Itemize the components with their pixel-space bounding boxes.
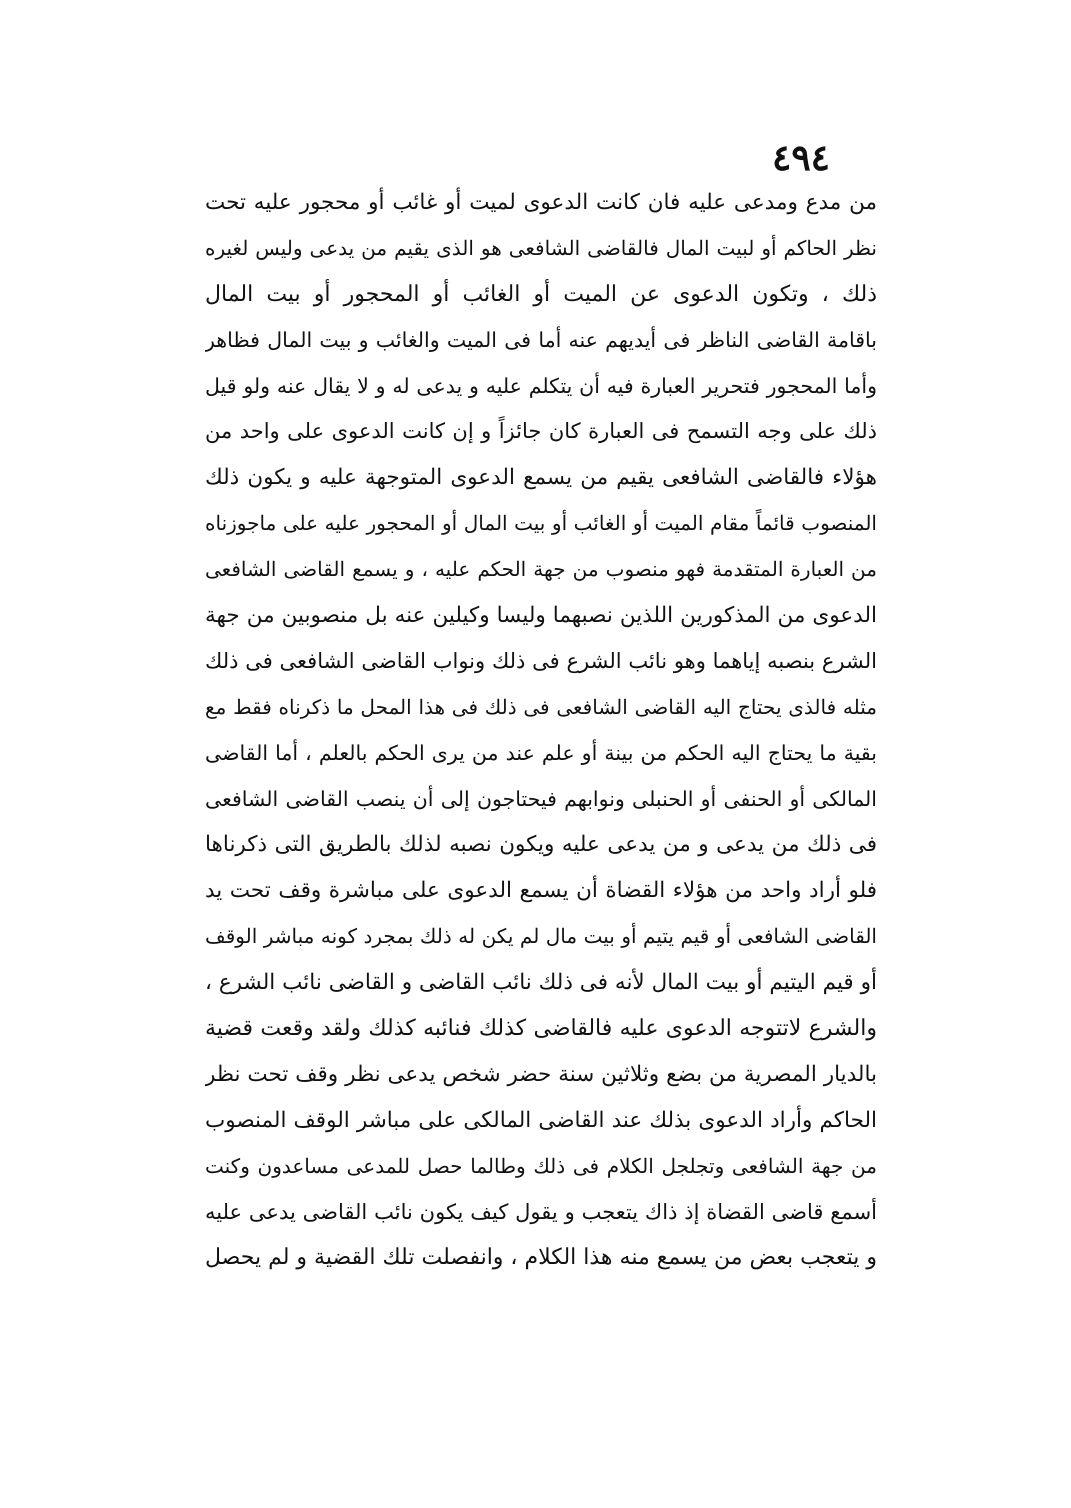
body-text <box>205 180 877 1281</box>
text-line: من مدع ومدعى عليه فان كانت الدعوى لميت أو غائب أو محجور عليه تحت <box>205 190 877 215</box>
text-line: فى ذلك من يدعى و من يدعى عليه ويكون نصبه لذلك بالطريق التى ذكرناها <box>205 832 877 858</box>
text-line: المالكى أو الحنفى أو الحنبلى ونوابهم فيحتاجون إلى أن ينصب القاضى الشافعى <box>205 786 877 811</box>
text-line: بقية ما يحتاج اليه الحكم من بينة أو علم عند من يرى الحكم بالعلم ، أما القاضى <box>205 740 877 765</box>
text-line: وأما المحجور فتحرير العبارة فيه أن يتكلم عليه و يدعى له و لا يقال عنه ولو قيل <box>205 373 877 398</box>
text-line: القاضى الشافعى أو قيم يتيم أو بيت مال لم يكن له ذلك بمجرد كونه مباشر الوقف <box>205 924 877 949</box>
text-line: أسمع قاضى القضاة إذ ذاك يتعجب و يقول كيف يكون نائب القاضى يدعى عليه <box>205 1199 877 1224</box>
text-line: الشرع بنصبه إياهما وهو نائب الشرع فى ذلك ونواب القاضى الشافعى فى ذلك <box>205 648 877 673</box>
text-line: نظر الحاكم أو لبيت المال فالقاضى الشافعى هو الذى يقيم من يدعى وليس لغيره <box>205 235 877 260</box>
text-line: الحاكم وأراد الدعوى بذلك عند القاضى المالكى على مباشر الوقف المنصوب <box>205 1107 877 1133</box>
text-line: أو قيم اليتيم أو بيت المال لأنه فى ذلك نائب القاضى و القاضى نائب الشرع ، <box>205 970 877 996</box>
text-line: والشرع لاتتوجه الدعوى عليه فالقاضى كذلك فنائبه كذلك ولقد وقعت قضية <box>205 1016 877 1042</box>
text-line: من جهة الشافعى وتجلجل الكلام فى ذلك وطالما حصل للمدعى مساعدون وكنت <box>205 1153 877 1178</box>
text-line: المنصوب قائماً مقام الميت أو الغائب أو بيت المال أو المحجور عليه على ماجوزناه <box>205 511 877 536</box>
text-line: باقامة القاضى الناظر فى أيديهم عنه أما فى الميت والغائب و بيت المال فظاهر <box>205 327 877 352</box>
text-line: الدعوى من المذكورين اللذين نصبهما وليسا وكيلين عنه بل منصوبين من جهة <box>205 603 877 629</box>
page-number: ٤٩٤ <box>772 137 831 179</box>
text-line: من العبارة المتقدمة فهو منصوب من جهة الحكم عليه ، و يسمع القاضى الشافعى <box>205 557 877 582</box>
text-line: ذلك ، وتكون الدعوى عن الميت أو الغائب أو المحجور أو بيت المال <box>205 281 877 307</box>
text-line: بالديار المصرية من بضع وثلاثين سنة حضر شخص يدعى نظر وقف تحت نظر <box>205 1061 877 1087</box>
text-line: مثله فالذى يحتاج اليه القاضى الشافعى فى ذلك فى هذا المحل ما ذكرناه فقط مع <box>205 694 877 719</box>
text-line: فلو أراد واحد من هؤلاء القضاة أن يسمع الدعوى على مباشرة وقف تحت يد <box>205 878 877 904</box>
text-line: ذلك على وجه التسمح فى العبارة كان جائزاً و إن كانت الدعوى على واحد من <box>205 419 877 444</box>
text-line: و يتعجب بعض من يسمع منه هذا الكلام ، وانفصلت تلك القضية و لم يحصل <box>205 1245 877 1271</box>
text-line: هؤلاء فالقاضى الشافعى يقيم من يسمع الدعوى المتوجهة عليه و يكون ذلك <box>205 465 877 491</box>
